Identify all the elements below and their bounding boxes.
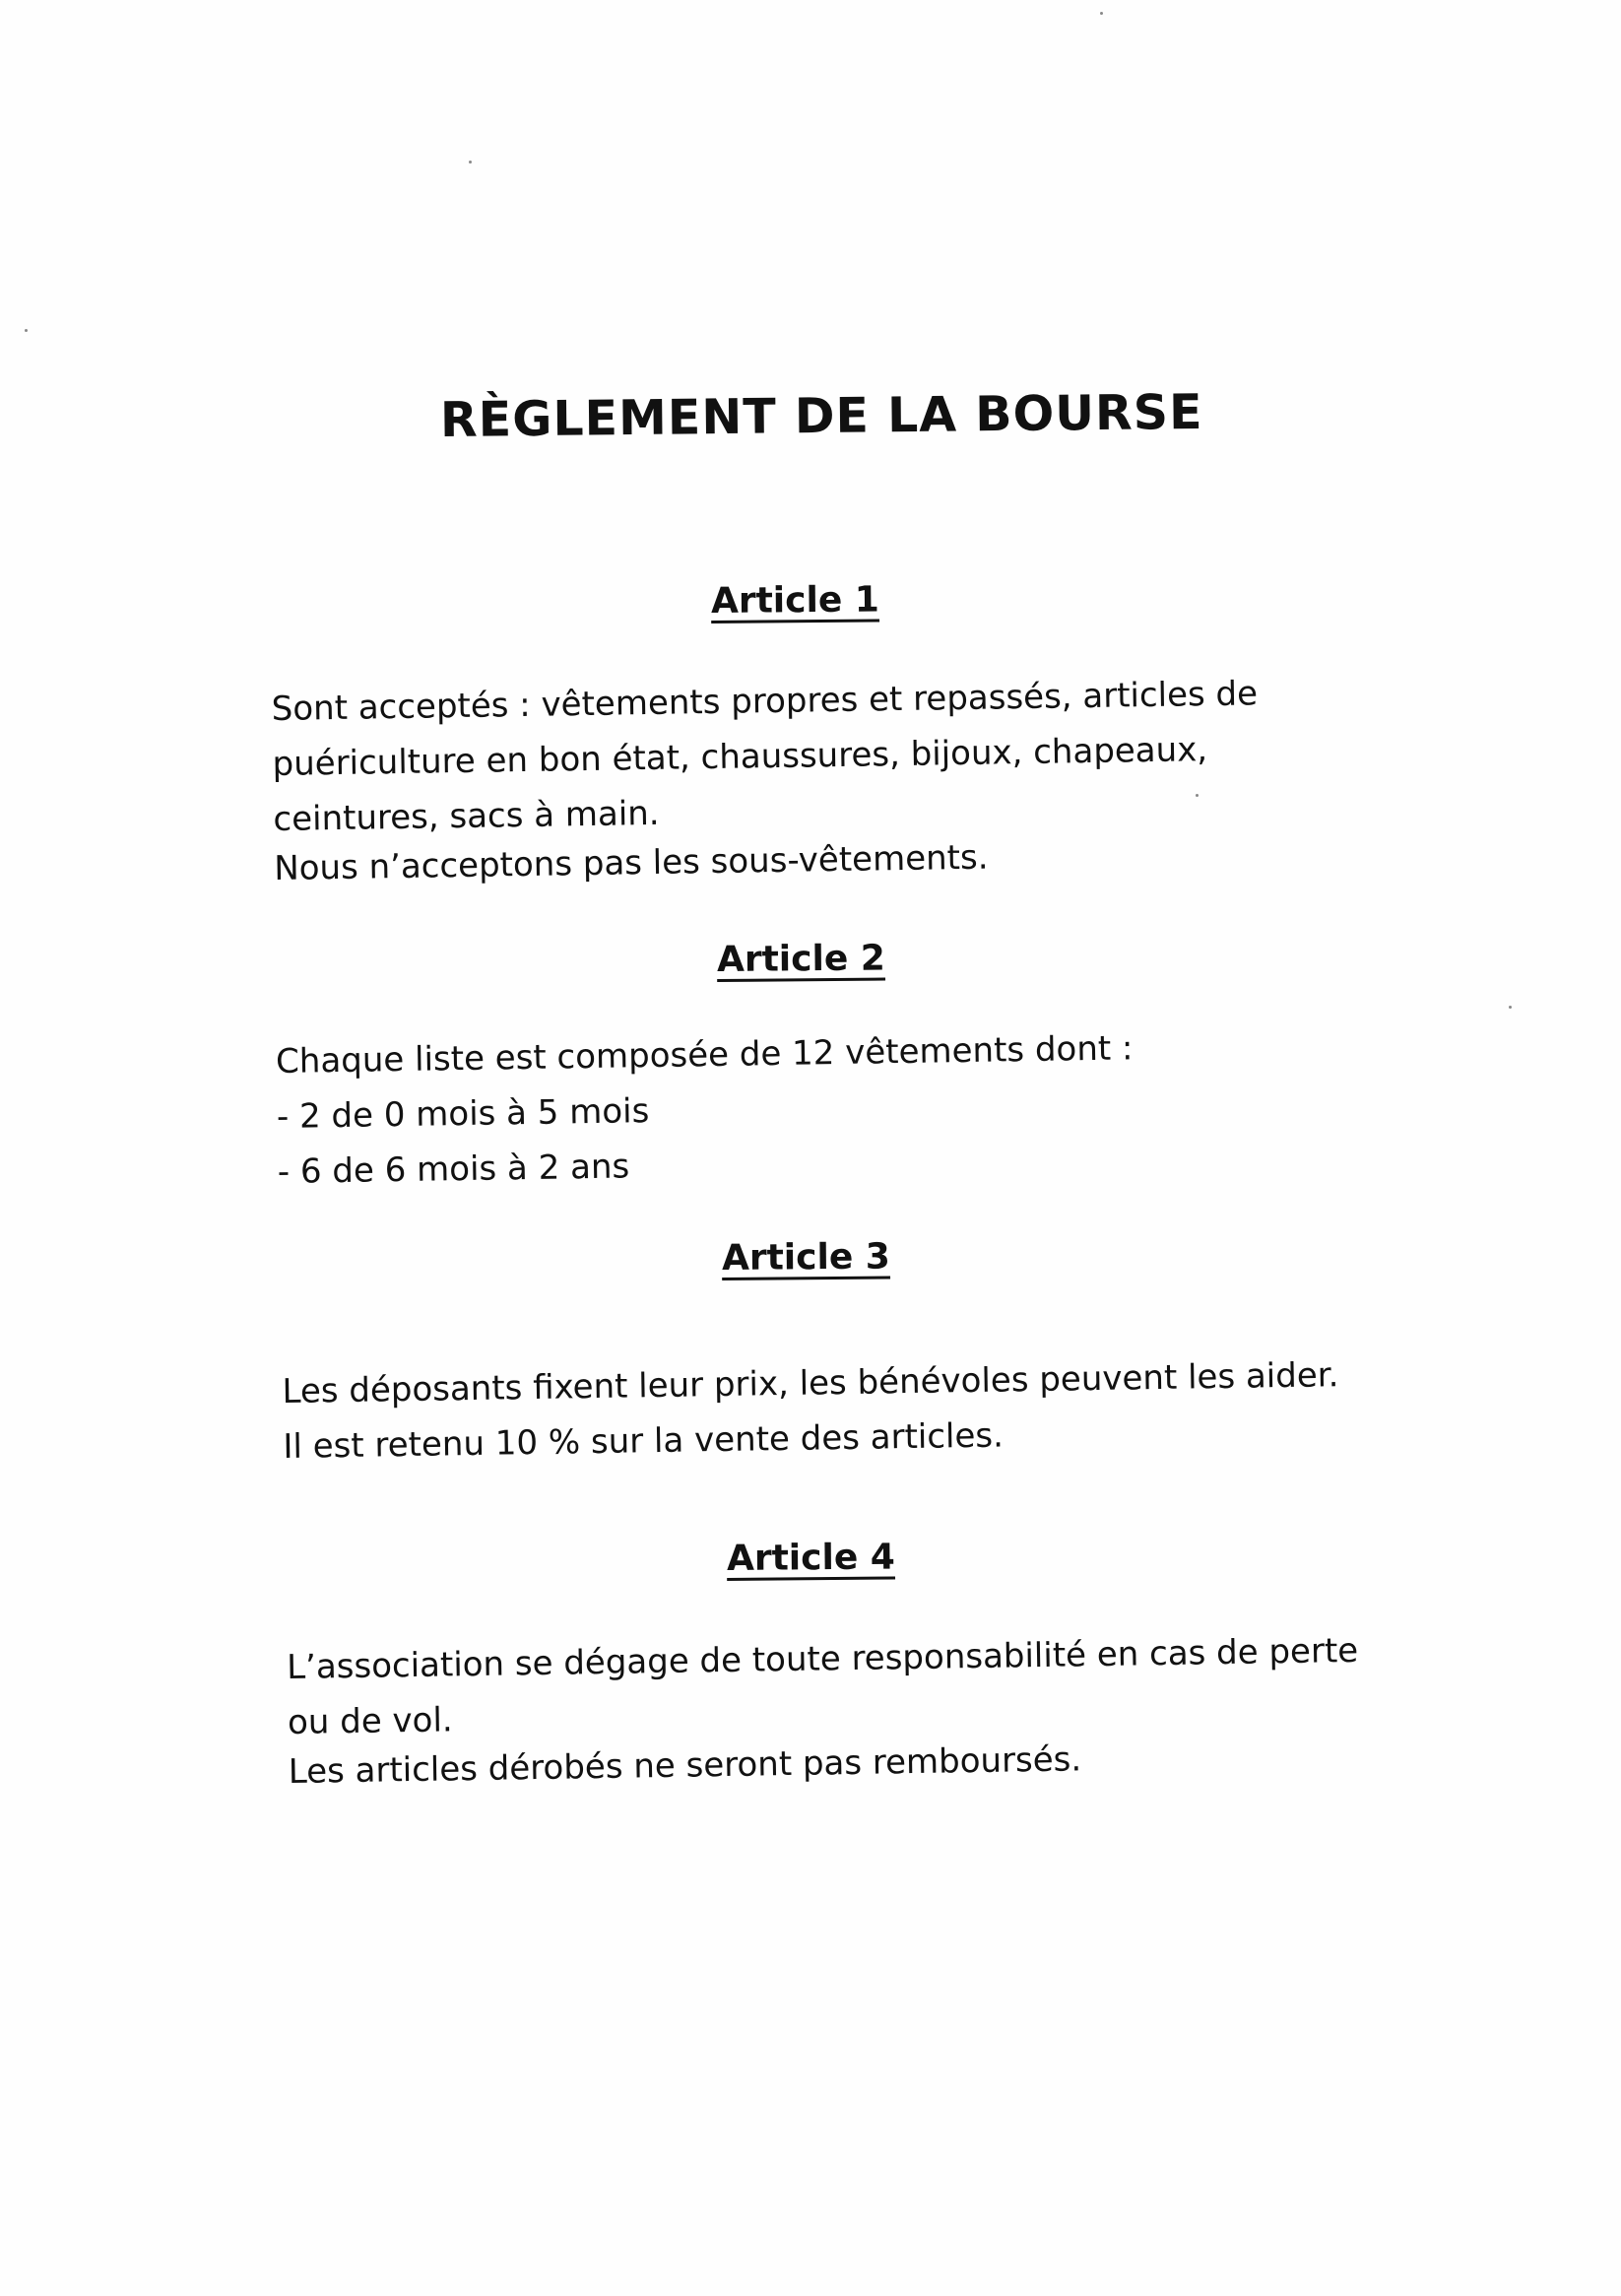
article-3-heading: Article 3 xyxy=(721,1236,891,1279)
article-4-body xyxy=(287,1623,1361,1800)
article-2-line-1: Chaque liste est composée de 12 vêtements dont : xyxy=(275,1028,1134,1082)
article-3-line-1: Les déposants fixent leur prix, les bénévoles peuvent les aider. xyxy=(282,1355,1339,1412)
article-2-heading: Article 2 xyxy=(716,938,886,980)
scan-speck xyxy=(1509,1006,1512,1009)
article-1-line-4: Nous n’acceptons pas les sous-vêtements. xyxy=(273,837,989,888)
scan-speck xyxy=(469,161,472,164)
scan-speck xyxy=(25,329,28,332)
article-1-heading: Article 1 xyxy=(710,579,880,622)
article-2-line-3: - 6 de 6 mois à 2 ans xyxy=(277,1147,630,1192)
article-1-line-1: Sont acceptés : vêtements propres et repassés, articles de xyxy=(271,674,1259,730)
article-1-body xyxy=(271,666,1261,896)
article-1-line-2: puériculture en bon état, chaussures, bijoux, chapeaux, xyxy=(272,730,1208,785)
article-4-line-3: Les articles dérobés ne seront pas remboursés. xyxy=(288,1739,1082,1792)
article-2-body xyxy=(276,1020,1135,1200)
article-4-line-1: L’association se dégage de toute responsabilité en cas de perte xyxy=(286,1630,1359,1688)
scan-speck xyxy=(1100,12,1103,15)
scan-speck xyxy=(1196,794,1199,797)
article-1-line-3: ceintures, sacs à main. xyxy=(273,793,660,839)
article-4-line-2: ou de vol. xyxy=(287,1700,453,1742)
document-title: RÈGLEMENT DE LA BOURSE xyxy=(439,383,1203,448)
article-3-line-2: Il est retenu 10 % sur la vente des articles. xyxy=(283,1415,1005,1467)
article-2-line-2: - 2 de 0 mois à 5 mois xyxy=(276,1091,650,1137)
article-4-heading: Article 4 xyxy=(726,1537,896,1579)
article-3-body xyxy=(282,1347,1340,1475)
